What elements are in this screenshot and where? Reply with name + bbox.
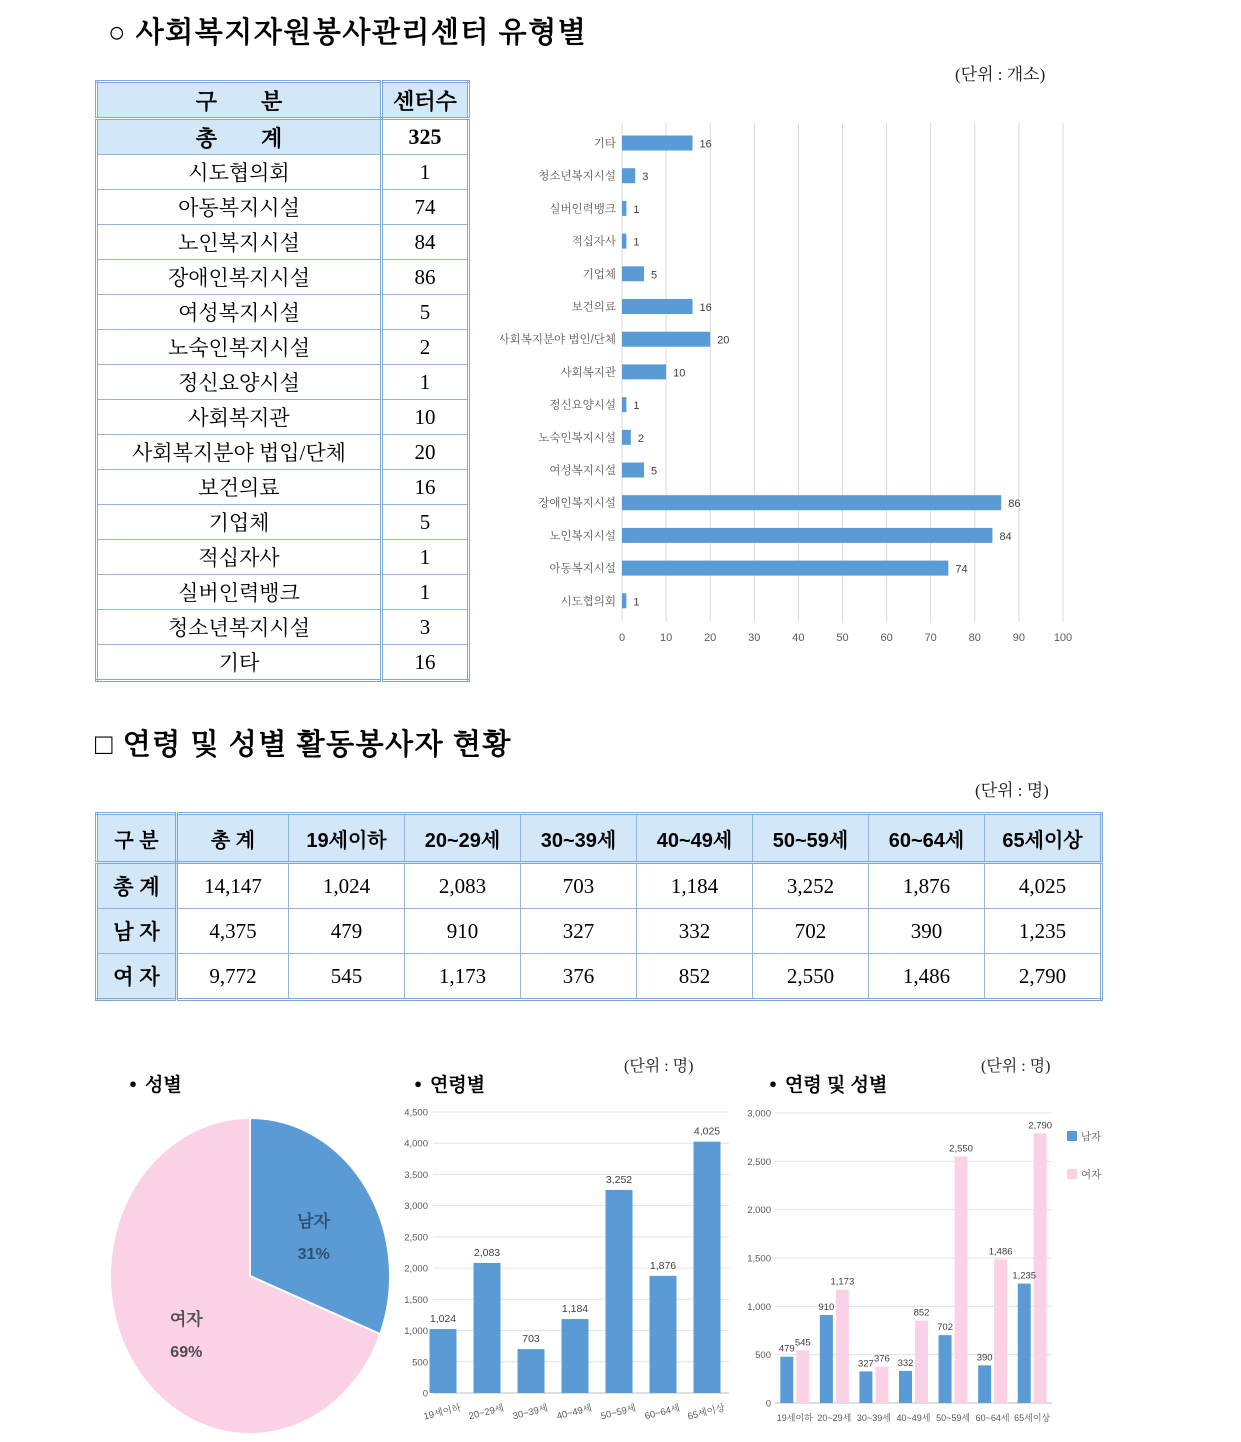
category-label: 노숙인복지시설	[538, 432, 616, 445]
category-label: 노인복지시설	[549, 530, 616, 543]
value-cell: 2,790	[985, 954, 1102, 1000]
bar	[622, 495, 1001, 510]
x-tick-label: 40	[792, 632, 805, 644]
count-cell: 3	[382, 610, 469, 645]
bar-value-label: 5	[651, 465, 658, 478]
age-gender-chart-unit-label: (단위 : 명)	[981, 1058, 1051, 1075]
age-gender-bar-chart	[740, 1093, 1160, 1442]
column-header: 센터수	[382, 82, 469, 119]
section1-title: ○ 사회복지자원봉사관리센터 유형별	[108, 17, 588, 49]
bar	[622, 201, 626, 216]
x-tick-label: 90	[1012, 632, 1026, 644]
table-row	[97, 400, 469, 435]
value-cell: 852	[637, 954, 753, 1000]
x-tick-label: 100	[1053, 632, 1073, 644]
x-tick-label: 65세이상	[1014, 1413, 1051, 1423]
value-cell: 2,550	[753, 954, 869, 1000]
x-tick-label: 40~49세	[896, 1413, 931, 1423]
bar-value-label: 2	[637, 432, 644, 445]
x-tick-label: 19세이하	[422, 1402, 463, 1423]
bar-female	[796, 1350, 809, 1403]
category-cell: 총 계	[97, 119, 382, 155]
value-cell: 4,025	[985, 863, 1102, 909]
table-row	[97, 435, 469, 470]
x-tick-label: 30~39세	[856, 1413, 891, 1423]
category-label: 아동복지시설	[549, 563, 616, 576]
bar-value-label: 1,184	[561, 1303, 589, 1316]
bar-value-label: 3,252	[605, 1173, 633, 1186]
table-row	[97, 954, 1102, 1000]
bar	[622, 593, 626, 608]
bullet-icon: ●	[414, 1076, 422, 1091]
table-row	[97, 119, 469, 155]
value-cell: 332	[637, 909, 753, 954]
bar	[606, 1190, 633, 1393]
bar-value-label: 2,550	[949, 1143, 973, 1155]
center-count-table-container	[95, 80, 470, 682]
bar-value-label: 84	[999, 530, 1012, 543]
count-cell: 1	[382, 575, 469, 610]
x-tick-label: 60~64세	[975, 1413, 1010, 1423]
legend-swatch	[1067, 1169, 1077, 1179]
column-header: 구 분	[97, 814, 177, 863]
value-cell: 703	[521, 863, 637, 909]
bar-value-label: 390	[976, 1352, 993, 1364]
table-row	[97, 155, 469, 190]
bar-female	[955, 1157, 968, 1404]
bar-value-label: 74	[955, 563, 968, 576]
column-header: 구 분	[97, 82, 382, 119]
bullet-icon: ●	[129, 1076, 137, 1091]
count-cell: 5	[382, 295, 469, 330]
bullet-icon: ●	[769, 1076, 777, 1091]
bar-value-label: 1	[633, 400, 640, 413]
bar-value-label: 1	[633, 203, 640, 216]
value-cell: 479	[289, 909, 405, 954]
gender-pie-chart-container	[100, 1102, 400, 1442]
row-label-cell: 총 계	[97, 863, 177, 909]
x-tick-label: 60~64세	[643, 1402, 682, 1423]
bar-value-label: 1,486	[988, 1246, 1013, 1258]
x-tick-label: 30	[748, 632, 761, 644]
bar	[622, 561, 948, 576]
value-cell: 545	[289, 954, 405, 1000]
bar-male	[859, 1371, 872, 1403]
x-tick-label: 19세이하	[776, 1413, 813, 1423]
bar-value-label: 20	[717, 334, 730, 347]
bar	[430, 1329, 457, 1393]
y-tick-label: 500	[412, 1357, 428, 1369]
bar-value-label: 1,173	[830, 1276, 855, 1288]
category-cell: 사회복지관	[97, 400, 382, 435]
bar	[622, 430, 631, 445]
x-tick-label: 40~49세	[555, 1402, 594, 1423]
x-tick-label: 20	[704, 632, 717, 644]
table-row	[97, 260, 469, 295]
table-row	[97, 505, 469, 540]
bar-value-label: 376	[873, 1353, 890, 1365]
count-cell: 16	[382, 470, 469, 505]
count-cell: 16	[382, 645, 469, 681]
table-row	[97, 909, 1102, 954]
volunteer-age-gender-table-container	[95, 812, 1103, 1001]
table-row	[97, 295, 469, 330]
bar-value-label: 86	[1008, 498, 1021, 511]
bar-value-label: 910	[818, 1302, 835, 1314]
category-label: 청소년복지시설	[538, 170, 616, 183]
bar	[622, 234, 626, 249]
count-cell: 86	[382, 260, 469, 295]
y-tick-label: 2,000	[747, 1205, 771, 1217]
bar-value-label: 852	[913, 1307, 930, 1319]
bar	[622, 136, 693, 151]
table-header-row	[97, 82, 469, 119]
section2-title: □ 연령 및 성별 활동봉사자 현황	[95, 729, 512, 761]
value-cell: 327	[521, 909, 637, 954]
category-cell: 사회복지분야 법입/단체	[97, 435, 382, 470]
table-row	[97, 610, 469, 645]
bar-male	[780, 1357, 793, 1403]
count-cell: 1	[382, 365, 469, 400]
table-row	[97, 225, 469, 260]
bar-male	[899, 1371, 912, 1403]
bar-value-label: 327	[857, 1358, 874, 1370]
value-cell: 376	[521, 954, 637, 1000]
bar-value-label: 1	[633, 596, 640, 609]
bar-value-label: 16	[699, 302, 712, 314]
category-cell: 기타	[97, 645, 382, 681]
bar-value-label: 10	[673, 367, 686, 380]
age-bar-chart-container	[393, 1093, 745, 1442]
value-cell: 390	[869, 909, 985, 954]
table-row	[97, 330, 469, 365]
value-cell: 1,876	[869, 863, 985, 909]
y-tick-label: 3,000	[747, 1108, 771, 1120]
value-cell: 1,235	[985, 909, 1102, 954]
y-tick-label: 4,500	[404, 1107, 428, 1119]
bar-female	[915, 1321, 928, 1403]
category-cell: 정신요양시설	[97, 365, 382, 400]
bar-value-label: 702	[937, 1322, 954, 1334]
bar-value-label: 1,235	[1012, 1270, 1037, 1282]
count-cell: 1	[382, 540, 469, 575]
table-row	[97, 863, 1102, 909]
x-tick-label: 50~59세	[936, 1413, 971, 1423]
bar	[622, 463, 644, 478]
x-tick-label: 10	[659, 632, 673, 644]
legend-label: 남자	[1081, 1131, 1102, 1143]
value-cell: 1,486	[869, 954, 985, 1000]
count-cell: 325	[382, 119, 469, 155]
bar	[622, 364, 666, 379]
bar-value-label: 545	[794, 1337, 811, 1349]
value-cell: 2,083	[405, 863, 521, 909]
y-tick-label: 2,500	[747, 1156, 771, 1168]
value-cell: 1,024	[289, 863, 405, 909]
row-label-cell: 남 자	[97, 909, 177, 954]
bar	[562, 1319, 589, 1393]
x-tick-label: 30~39세	[511, 1402, 550, 1423]
category-cell: 시도협의회	[97, 155, 382, 190]
y-tick-label: 2,000	[404, 1263, 428, 1275]
age-chart-unit-label: (단위 : 명)	[624, 1058, 694, 1075]
age-chart-heading-label: 연령별	[429, 1075, 486, 1096]
bar-female	[994, 1259, 1007, 1403]
category-cell: 노숙인복지시설	[97, 330, 382, 365]
category-label: 정신요양시설	[549, 399, 616, 412]
bar	[694, 1142, 721, 1393]
bar-value-label: 703	[522, 1333, 540, 1346]
y-tick-label: 4,000	[404, 1138, 428, 1150]
bar	[518, 1349, 545, 1393]
category-label: 사회복지관	[560, 366, 616, 379]
bar-value-label: 5	[651, 269, 658, 282]
bar-female	[875, 1367, 888, 1403]
bar-value-label: 479	[778, 1343, 795, 1355]
y-tick-label: 1,000	[747, 1301, 771, 1313]
value-cell: 702	[753, 909, 869, 954]
category-cell: 실버인력뱅크	[97, 575, 382, 610]
y-tick-label: 0	[422, 1388, 428, 1400]
y-tick-label: 1,500	[747, 1253, 771, 1265]
count-cell: 1	[382, 155, 469, 190]
bar-value-label: 1	[633, 236, 640, 249]
x-tick-label: 50	[836, 632, 849, 644]
bar	[622, 266, 644, 281]
x-tick-label: 60	[880, 632, 893, 644]
bar-value-label: 2,790	[1028, 1120, 1053, 1132]
legend-swatch	[1067, 1131, 1077, 1141]
y-tick-label: 2,500	[404, 1232, 428, 1244]
category-label: 실버인력뱅크	[549, 203, 616, 216]
category-cell: 여성복지시설	[97, 295, 382, 330]
bar-value-label: 1,024	[429, 1313, 457, 1326]
volunteer-age-gender-table	[95, 812, 1103, 1001]
bar	[650, 1276, 677, 1393]
x-tick-label: 20~29세	[467, 1402, 506, 1423]
table-header-row	[97, 814, 1102, 863]
column-header: 30~39세	[521, 814, 637, 863]
y-tick-label: 0	[765, 1398, 771, 1410]
section2-unit-label: (단위 : 명)	[975, 781, 1049, 800]
bar	[474, 1263, 501, 1393]
category-label: 사회복지분야 법인/단체	[500, 334, 616, 347]
x-tick-label: 70	[924, 632, 937, 644]
column-header: 60~64세	[869, 814, 985, 863]
category-label: 장애인복지시설	[538, 497, 616, 510]
legend-label: 여자	[1081, 1169, 1102, 1181]
y-tick-label: 3,500	[404, 1169, 428, 1181]
bar-female	[1034, 1133, 1047, 1403]
column-header: 50~59세	[753, 814, 869, 863]
category-cell: 아동복지시설	[97, 190, 382, 225]
bar-value-label: 2,083	[473, 1246, 501, 1259]
category-label: 보건의료	[571, 301, 616, 314]
bar-value-label: 332	[897, 1357, 914, 1369]
bar	[622, 528, 992, 543]
column-header: 19세이하	[289, 814, 405, 863]
table-row	[97, 575, 469, 610]
category-cell: 보건의료	[97, 470, 382, 505]
bar	[622, 332, 710, 347]
x-tick-label: 65세이상	[686, 1402, 727, 1423]
count-cell: 84	[382, 225, 469, 260]
section1-unit-label: (단위 : 개소)	[955, 65, 1046, 84]
x-tick-label: 0	[618, 632, 626, 644]
x-tick-label: 20~29세	[817, 1413, 852, 1423]
bar-value-label: 4,025	[693, 1125, 721, 1138]
center-type-bar-chart-container	[500, 95, 1240, 655]
count-cell: 5	[382, 505, 469, 540]
bar-male	[820, 1315, 833, 1403]
value-cell: 3,252	[753, 863, 869, 909]
value-cell: 910	[405, 909, 521, 954]
value-cell: 14,147	[177, 863, 289, 909]
slice-label: 여자	[169, 1309, 203, 1329]
value-cell: 1,184	[637, 863, 753, 909]
bar-value-label: 3	[642, 171, 649, 184]
bar-value-label: 1,876	[649, 1259, 677, 1272]
category-label: 적십자사	[571, 236, 616, 249]
column-header: 40~49세	[637, 814, 753, 863]
y-tick-label: 1,000	[404, 1326, 428, 1338]
count-cell: 2	[382, 330, 469, 365]
bar	[622, 397, 626, 412]
table-row	[97, 470, 469, 505]
x-tick-label: 50~59세	[599, 1402, 638, 1423]
y-tick-label: 500	[755, 1350, 771, 1362]
slice-pct-label: 31%	[297, 1246, 330, 1264]
age-gender-bar-chart-container	[740, 1093, 1160, 1442]
category-cell: 청소년복지시설	[97, 610, 382, 645]
category-cell: 노인복지시설	[97, 225, 382, 260]
column-header: 총 계	[177, 814, 289, 863]
bar	[622, 168, 635, 183]
count-cell: 74	[382, 190, 469, 225]
center-count-table	[95, 80, 470, 682]
category-label: 기업체	[582, 268, 616, 281]
table-row	[97, 645, 469, 681]
row-label-cell: 여 자	[97, 954, 177, 1000]
slice-pct-label: 69%	[170, 1343, 203, 1361]
bar-male	[1018, 1284, 1031, 1403]
value-cell: 4,375	[177, 909, 289, 954]
bar-female	[836, 1290, 849, 1403]
category-label: 기타	[593, 138, 616, 150]
count-cell: 20	[382, 435, 469, 470]
table-row	[97, 190, 469, 225]
bar-value-label: 16	[699, 138, 712, 151]
age-gender-chart-heading-label: 연령 및 성별	[784, 1075, 888, 1096]
value-cell: 9,772	[177, 954, 289, 1000]
bar-male	[939, 1335, 952, 1403]
center-type-bar-chart	[500, 95, 1240, 655]
category-cell: 적십자사	[97, 540, 382, 575]
value-cell: 1,173	[405, 954, 521, 1000]
table-row	[97, 540, 469, 575]
y-tick-label: 1,500	[404, 1294, 428, 1306]
category-label: 여성복지시설	[549, 465, 616, 477]
table-row	[97, 365, 469, 400]
pie-chart-heading-label: 성별	[144, 1075, 182, 1096]
slice-label: 남자	[297, 1212, 331, 1232]
count-cell: 10	[382, 400, 469, 435]
bar	[622, 299, 693, 314]
x-tick-label: 80	[968, 632, 981, 644]
column-header: 20~29세	[405, 814, 521, 863]
column-header: 65세이상	[985, 814, 1102, 863]
gender-pie-chart	[100, 1102, 400, 1442]
category-label: 시도협의회	[560, 595, 616, 608]
bar-male	[978, 1365, 991, 1403]
age-bar-chart	[393, 1093, 745, 1442]
category-cell: 기업체	[97, 505, 382, 540]
y-tick-label: 3,000	[404, 1201, 428, 1213]
category-cell: 장애인복지시설	[97, 260, 382, 295]
